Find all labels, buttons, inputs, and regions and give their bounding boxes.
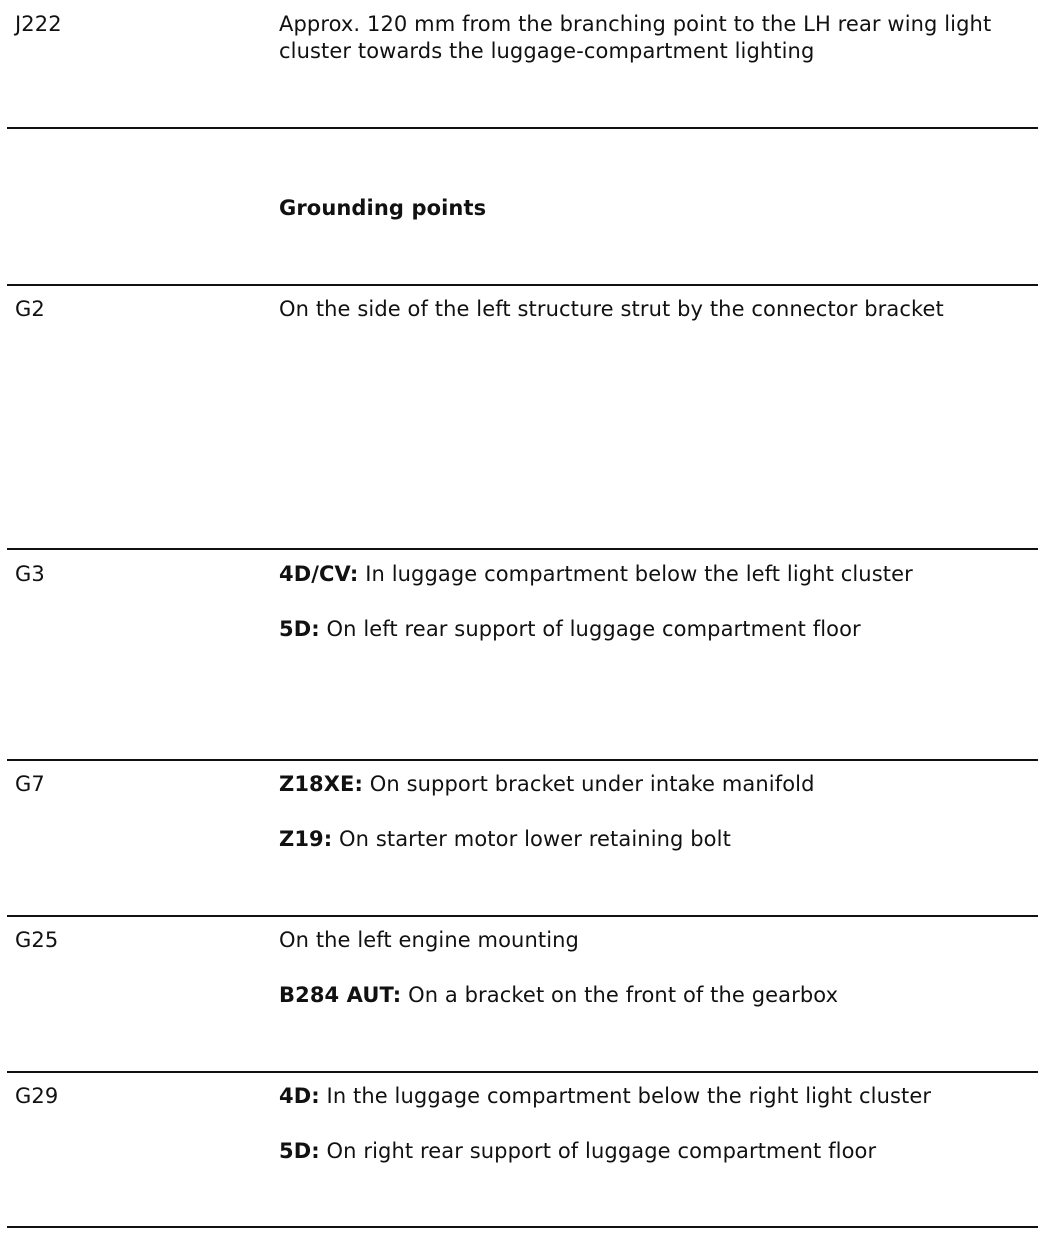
row-divider	[7, 1226, 1038, 1228]
location-text: Approx. 120 mm from the branching point to the LH rear wing light cluster towards the luggage-compartment lighting	[279, 12, 992, 63]
location-description	[279, 296, 1049, 323]
location-text: On starter motor lower retaining bolt	[332, 827, 731, 851]
location-description	[279, 927, 1049, 1009]
variant-qualifier: 5D:	[279, 617, 320, 641]
component-code: G25	[15, 928, 59, 952]
row-divider	[7, 759, 1038, 761]
variant-qualifier: 4D/CV:	[279, 562, 359, 586]
component-code: G3	[15, 562, 45, 586]
location-paragraph	[279, 616, 1049, 643]
location-text: In luggage compartment below the left light cluster	[358, 562, 913, 586]
variant-qualifier: Z19:	[279, 827, 333, 851]
location-paragraph	[279, 982, 1049, 1009]
location-description	[279, 561, 1049, 643]
location-text: In the luggage compartment below the right light cluster	[319, 1084, 932, 1108]
location-text: On right rear support of luggage compartment floor	[319, 1139, 877, 1163]
location-text: On support bracket under intake manifold	[363, 772, 815, 796]
row-divider	[7, 284, 1038, 286]
row-divider	[7, 548, 1038, 550]
location-description	[279, 771, 1049, 853]
section-heading: Grounding points	[279, 196, 487, 220]
location-paragraph	[279, 561, 1049, 588]
location-paragraph	[279, 771, 1049, 798]
variant-qualifier: Z18XE:	[279, 772, 363, 796]
component-code: G7	[15, 772, 45, 796]
location-text: On left rear support of luggage compartment floor	[319, 617, 861, 641]
location-description	[279, 11, 1049, 65]
location-paragraph	[279, 927, 1049, 954]
location-paragraph	[279, 826, 1049, 853]
variant-qualifier: 5D:	[279, 1139, 320, 1163]
location-text: On a bracket on the front of the gearbox	[401, 983, 839, 1007]
location-paragraph	[279, 1138, 1049, 1165]
variant-qualifier: B284 AUT:	[279, 983, 402, 1007]
component-code: J222	[15, 12, 62, 36]
row-divider	[7, 127, 1038, 129]
component-code: G2	[15, 297, 45, 321]
component-code: G29	[15, 1084, 59, 1108]
row-divider	[7, 915, 1038, 917]
variant-qualifier: 4D:	[279, 1084, 320, 1108]
location-text: On the side of the left structure strut by the connector bracket	[279, 297, 944, 321]
location-description	[279, 1083, 1049, 1165]
location-text: On the left engine mounting	[279, 928, 579, 952]
location-paragraph	[279, 1083, 1049, 1110]
row-divider	[7, 1071, 1038, 1073]
